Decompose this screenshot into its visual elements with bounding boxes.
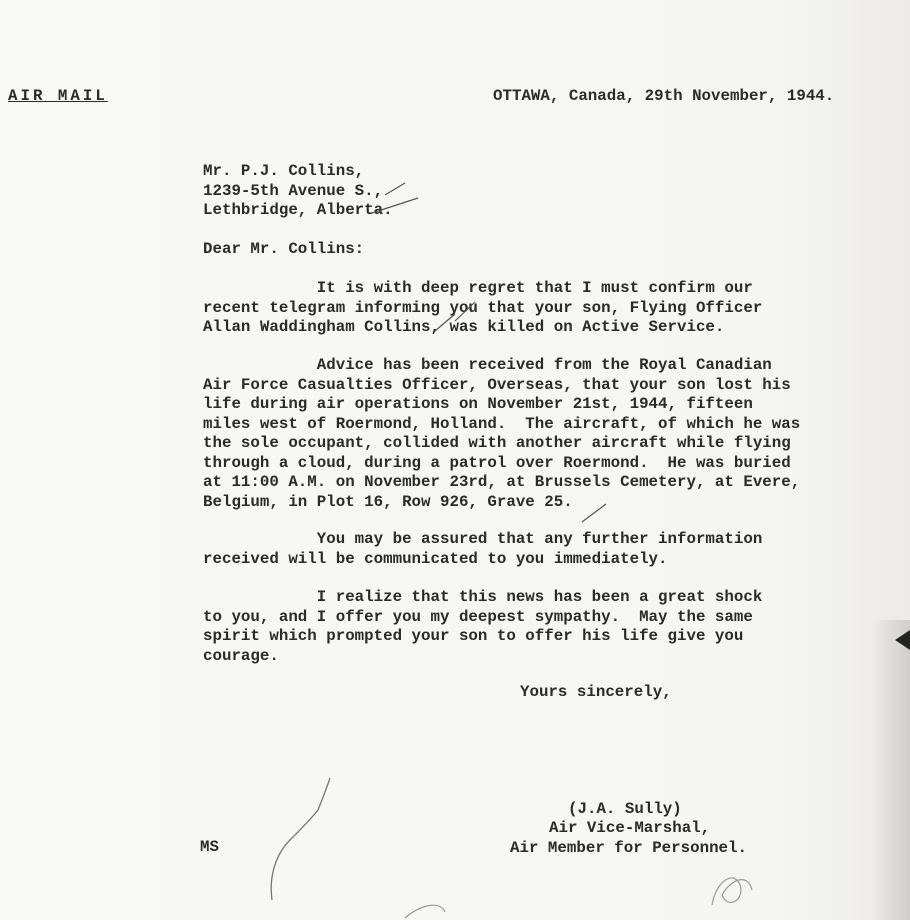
handwritten-mark — [405, 905, 445, 918]
address-line: Mr. P.J. Collins, — [203, 162, 365, 180]
text-line: at 11:00 A.M. on November 23rd, at Brussels Cemetery, at Evere, — [203, 473, 801, 491]
handwritten-initials — [712, 878, 752, 905]
salutation: Dear Mr. Collins: — [203, 240, 365, 258]
text-line: Allan Waddingham Collins, was killed on Active Service. — [203, 318, 725, 336]
address-line: Lethbridge, Alberta. — [203, 201, 393, 219]
text-line: received will be communicated to you immediately. — [203, 549, 668, 568]
text-line: Advice has been received from the Royal Canadian — [203, 356, 772, 374]
text-line: recent telegram informing you that your son, Flying Officer — [203, 298, 763, 317]
text-line: miles west of Roermond, Holland. The aircraft, of which he was — [203, 414, 801, 433]
text-line: life during air operations on November 21st, 1944, fifteen — [203, 395, 753, 413]
text-line: Air Force Casualties Officer, Overseas, that your son lost his — [203, 375, 791, 394]
closing: Yours sincerely, — [520, 683, 672, 701]
text-line: courage. — [203, 646, 279, 665]
typist-initials: MS — [200, 838, 219, 856]
paper-tear — [895, 630, 910, 650]
air-mail-heading: AIR MAIL — [8, 87, 108, 105]
text-line: spirit which prompted your son to offer his life give you — [203, 627, 744, 645]
text-line: to you, and I offer you my deepest sympathy. May the same — [203, 607, 753, 626]
text-line: You may be assured that any further information — [203, 530, 763, 548]
address-line: 1239-5th Avenue S., — [203, 181, 384, 200]
check-mark — [372, 183, 606, 522]
text-line: I realize that this news has been a great shock — [203, 588, 763, 606]
signatory-name: (J.A. Sully) — [568, 800, 682, 818]
signatory-title: Air Member for Personnel. — [510, 839, 747, 857]
handwritten-annotation — [271, 778, 330, 900]
text-line: It is with deep regret that I must confirm our — [203, 279, 753, 297]
text-line: through a cloud, during a patrol over Roermond. He was buried — [203, 453, 791, 472]
text-line: the sole occupant, collided with another aircraft while flying — [203, 434, 791, 452]
text-line: Belgium, in Plot 16, Row 926, Grave 25. — [203, 492, 573, 511]
dateline: OTTAWA, Canada, 29th November, 1944. — [493, 87, 835, 105]
signatory-rank: Air Vice-Marshal, — [549, 819, 711, 837]
